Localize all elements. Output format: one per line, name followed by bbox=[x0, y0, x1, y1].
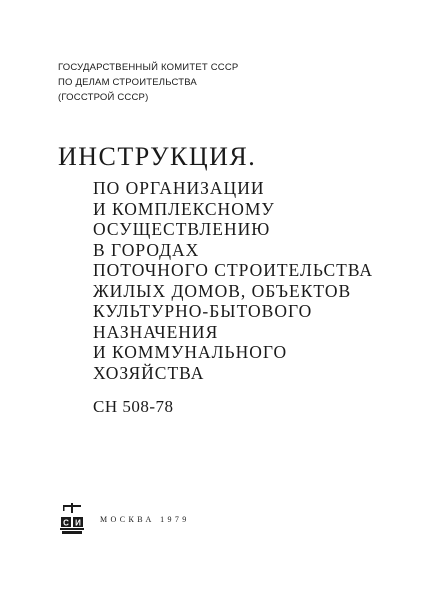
document-code: СН 508-78 bbox=[93, 397, 174, 416]
document-title: ИНСТРУКЦИЯ. bbox=[58, 142, 257, 171]
issuer-line: (ГОССТРОЙ СССР) bbox=[58, 92, 149, 103]
subtitle-line: ЖИЛЫХ ДОМОВ, ОБЪЕКТОВ bbox=[93, 280, 352, 301]
subtitle-line: ПОТОЧНОГО СТРОИТЕЛЬСТВА bbox=[93, 260, 374, 280]
imprint: МОСКВА 1979 bbox=[100, 515, 190, 524]
subtitle-line: КУЛЬТУРНО-БЫТОВОГО bbox=[93, 301, 313, 321]
svg-text:С: С bbox=[63, 518, 69, 528]
svg-text:И: И bbox=[75, 518, 81, 528]
subtitle-line: ПО ОРГАНИЗАЦИИ bbox=[93, 178, 265, 198]
issuer-line: ПО ДЕЛАМ СТРОИТЕЛЬСТВА bbox=[58, 77, 197, 88]
subtitle-line: НАЗНАЧЕНИЯ bbox=[93, 321, 219, 342]
subtitle-line: ХОЗЯЙСТВА bbox=[93, 362, 205, 383]
subtitle-line: И КОММУНАЛЬНОГО bbox=[93, 342, 288, 362]
issuer-line: ГОСУДАРСТВЕННЫЙ КОМИТЕТ СССР bbox=[58, 62, 239, 73]
document-subtitle bbox=[93, 178, 373, 383]
publisher-logo-icon bbox=[60, 503, 84, 537]
subtitle-line: И КОМПЛЕКСНОМУ bbox=[93, 198, 275, 219]
issuer-block bbox=[58, 60, 238, 105]
subtitle-line: В ГОРОДАХ bbox=[93, 239, 200, 260]
subtitle-line: ОСУЩЕСТВЛЕНИЮ bbox=[93, 219, 271, 239]
